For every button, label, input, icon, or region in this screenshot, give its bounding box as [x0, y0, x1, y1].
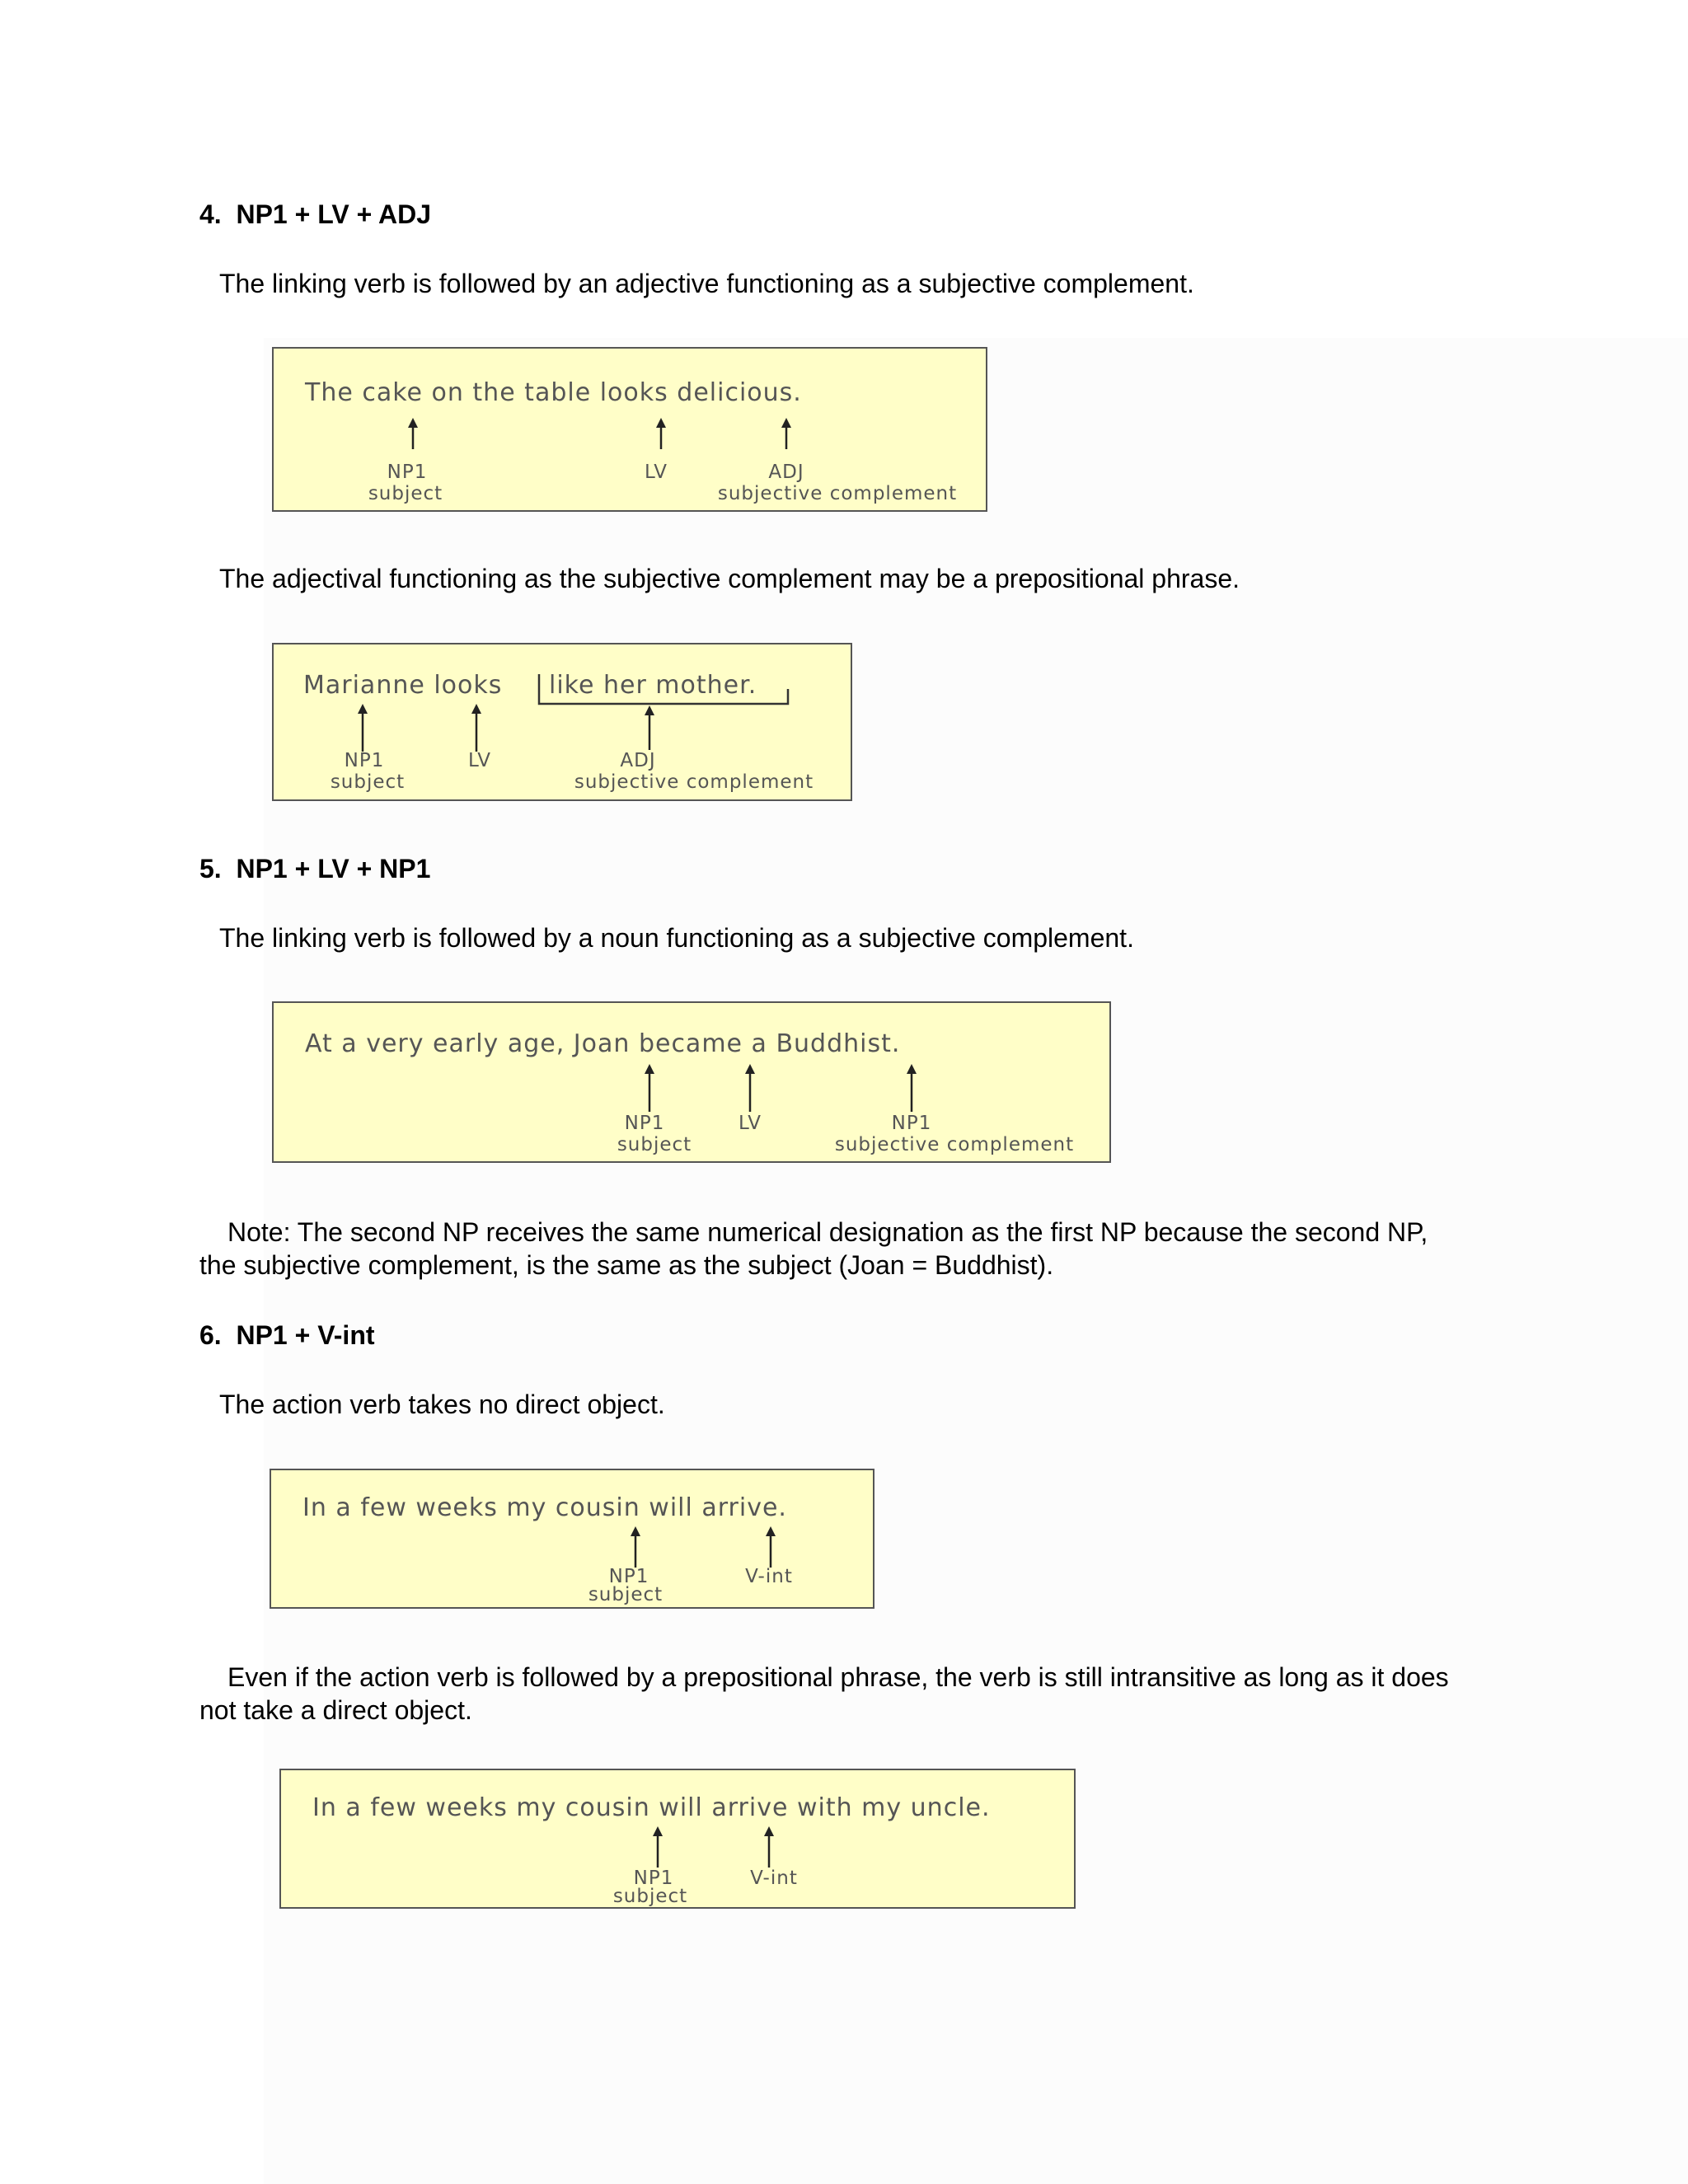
section-4-heading: 4. NP1 + LV + ADJ [199, 199, 431, 229]
label-np1: NP1 [344, 750, 385, 771]
example-sentence: In a few weeks my cousin will arrive with my uncle. [312, 1793, 991, 1822]
section-4-intro: The linking verb is followed by an adjective functioning as a subjective complement. [219, 269, 1194, 298]
label-v-int: V-int [750, 1868, 798, 1889]
example-diagram-cake [272, 347, 987, 512]
section-4-note: The adjectival functioning as the subjective complement may be a prepositional phrase. [219, 564, 1240, 593]
label-adj: ADJ [620, 750, 656, 771]
example-diagram-cousin [270, 1469, 874, 1609]
label-subject: subject [617, 1134, 692, 1155]
example-sentence: Marianne looks [303, 671, 503, 700]
label-subject: subject [612, 1886, 688, 1907]
section-6-note: Even if the action verb is followed by a prepositional phrase, the verb is still intransitive as long as it does not take a direct object. [199, 1662, 1449, 1725]
label-subject: subject [368, 483, 443, 504]
example-diagram-joan [272, 1001, 1111, 1163]
label-subjective-complement: subjective complement [574, 771, 814, 793]
label-np1: NP1 [608, 1566, 649, 1587]
label-v-int: V-int [745, 1566, 793, 1587]
label-adj: ADJ [768, 462, 804, 483]
section-6-intro: The action verb takes no direct object. [219, 1390, 665, 1419]
example-sentence: In a few weeks my cousin will arrive. [302, 1493, 787, 1522]
section-5-intro: The linking verb is followed by a noun functioning as a subjective complement. [219, 923, 1134, 953]
label-np1: NP1 [624, 1113, 665, 1134]
bracketed-phrase: like her mother. [549, 671, 757, 700]
label-lv: LV [738, 1113, 762, 1134]
example-diagram-marianne [272, 643, 852, 801]
label-subject: subject [330, 771, 406, 793]
example-sentence: The cake on the table looks delicious. [305, 378, 802, 407]
label-np1: NP1 [387, 462, 428, 483]
example-diagram-cousin-uncle [279, 1769, 1076, 1909]
section-6-heading: 6. NP1 + V-int [199, 1320, 375, 1350]
section-5-heading: 5. NP1 + LV + NP1 [199, 854, 431, 883]
section-5-note: Note: The second NP receives the same numerical designation as the first NP because the second NP, the subjective complement, is the same as the subject (Joan = Buddhist). [199, 1217, 1428, 1280]
label-subject: subject [588, 1584, 663, 1605]
label-lv: LV [467, 750, 492, 771]
label-np1-complement: NP1 [891, 1113, 932, 1134]
phrase-bracket [539, 674, 788, 704]
label-lv: LV [644, 462, 668, 483]
label-np1: NP1 [633, 1868, 674, 1889]
arrows [271, 1470, 876, 1610]
label-subjective-complement: subjective complement [717, 483, 958, 504]
example-sentence: At a very early age, Joan became a Buddhist. [305, 1029, 901, 1058]
label-subjective-complement: subjective complement [834, 1134, 1075, 1155]
